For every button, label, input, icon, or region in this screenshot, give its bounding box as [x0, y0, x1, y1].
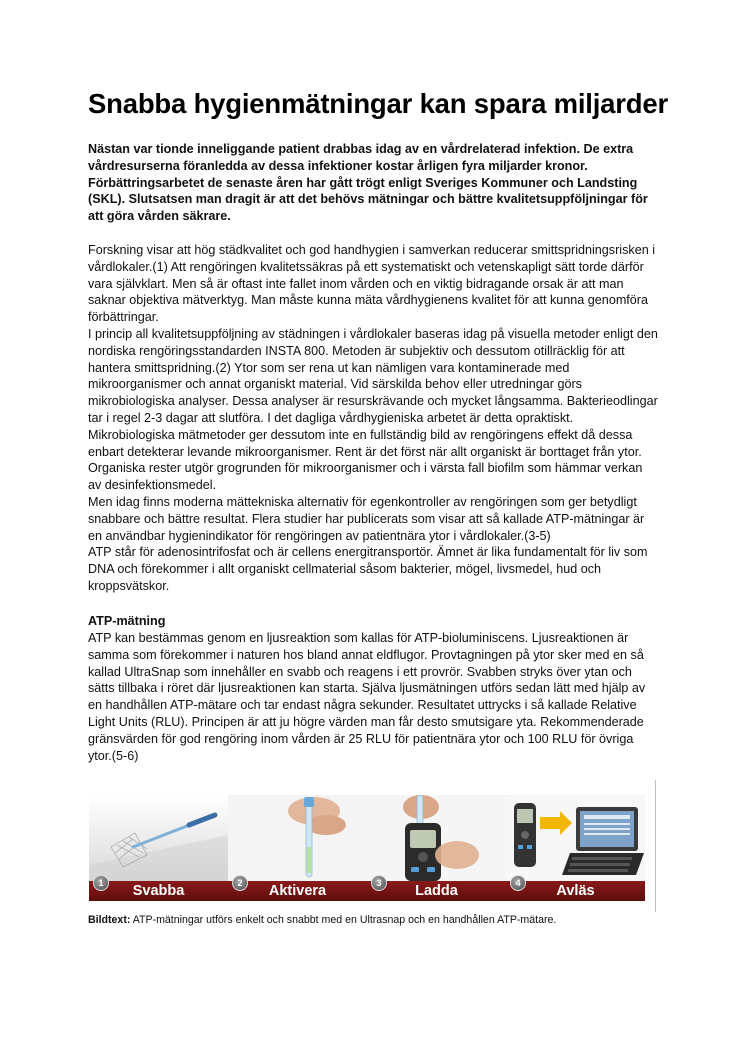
step-label: Ladda	[415, 883, 458, 899]
section-body	[88, 630, 660, 764]
section-heading: ATP-mätning	[88, 614, 166, 628]
lead-paragraph: Nästan var tionde inneliggande patient drabbas idag av en vårdrelaterad infektion. De extra vårdresurserna föranledda av dessa infektioner kostar årligen fyra miljarder kronor. Förbättringsarbetet de senaste åren har gått trögt enligt Sveriges Kommuner och Landsting (SKL). Slutsatsen man dragit är att det behövs mätningar och bättre kvalitetsuppföljningar för att göra vården säkrare.	[88, 142, 648, 224]
step-panel-activate	[228, 795, 367, 901]
step-number: 3	[371, 875, 387, 891]
body-paragraph: I princip all kvalitetsuppföljning av städningen i vårdlokaler baseras idag på visuella metoder enligt den nordiska rengöringsstandarden INSTA 800. Metoden är subjektiv och dessutom otillräcklig för att hantera smittspridning.(2) Ytor som ser rena ut kan nämligen vara kontaminerade med mikroorganismer och annat organiskt material. Vid särskilda behov eller utredningar görs mikrobiologiska analyser. Dessa analyser är resurskrävande och mycket långsamma. Bakterieodlingar tar i regel 2-3 dagar att slutföra. I det dagliga vårdhygieniska arbetet är detta opraktiskt. Mikrobiologiska mätmetoder ger dessutom inte en fullständig bild av rengöringens effekt då dessa enbart detekterar levande mikroorganismer. Rent är det först när allt organiskt är borttaget från ytor. Organiska rester utgör grogrunden för mikroorganismer och i värsta fall biofilm som hämmar verkan av desinfektionsmedel.	[88, 326, 658, 493]
body-paragraph: Forskning visar att hög städkvalitet och god handhygien i samverkan reducerar smittspridningsrisken i vårdlokaler.(1) Att rengöringen kvalitetssäkras på ett systematiskt och vetenskapligt sätt torde därför vara självklart. Men så är oftast inte fallet inom vården och en viktig bidragande orsak är att man saknar objektiva mätverktyg. Man måste kunna mäta vårdhygienens kvalitet för att kunna genomföra förbättringar.	[88, 243, 655, 325]
step-label: Svabba	[132, 883, 185, 899]
step-panel-swab	[89, 795, 228, 901]
step-panel-load	[367, 795, 506, 901]
atp-steps-figure	[89, 795, 645, 901]
step-number: 1	[93, 875, 109, 891]
step-number: 2	[232, 875, 248, 891]
figure-divider	[655, 780, 656, 912]
load-photo	[367, 795, 506, 881]
activate-photo	[228, 795, 367, 881]
page-title: Snabba hygienmätningar kan spara miljarder	[88, 88, 668, 119]
section-paragraph: ATP kan bestämmas genom en ljusreaktion som kallas för ATP-bioluminiscens. Ljusreaktionen är samma som förekommer i naturen hos bland annat eldflugor. Provtagningen på ytor sker med en så kallad UltraSnap som innehåller en svabb och reagens i ett provrör. Svabben stryks över ytan och sätts tillbaka i röret där ljusreaktionen kan starta. Själva ljusmätningen utförs sedan lätt med hjälp av en handhållen ATP-mätare och tar endast några sekunder. Resultatet uttrycks i så kallade Relative Light Units (RLU). Principen är att ju högre värden man får desto smutsigare yta. Rekommenderade gränsvärden för god rengöring inom vården är 25 RLU för patientnära ytor och 100 RLU för övriga ytor.(5-6)	[88, 631, 646, 763]
read-photo	[506, 795, 645, 881]
caption-text: ATP-mätningar utförs enkelt och snabbt med en Ultrasnap och en handhållen ATP-mätare.	[130, 914, 557, 926]
step-panel-read	[506, 795, 645, 901]
body-paragraph: Men idag finns moderna mättekniska alternativ för egenkontroller av rengöringen som ger betydligt snabbare och bättre resultat. Flera studier har publicerats som visar att så kallade ATP-mätningar är en användbar hygienindikator för rengöringen av patientnära ytor i vårdlokaler.(3-5)	[88, 494, 645, 543]
step-label: Aktivera	[268, 883, 327, 899]
figure-caption	[88, 913, 556, 927]
step-number: 4	[510, 875, 526, 891]
swab-photo	[89, 795, 228, 881]
body-paragraph: ATP står för adenosintrifosfat och är cellens energitransportör. Ämnet är lika fundamentalt för liv som DNA och förekommer i allt organiskt cellmaterial såsom bakterier, mögel, livsmedel, hud och kroppsvätskor.	[88, 545, 648, 593]
step-label: Avläs	[556, 883, 595, 899]
body-text	[88, 242, 658, 595]
caption-prefix: Bildtext:	[88, 914, 131, 926]
